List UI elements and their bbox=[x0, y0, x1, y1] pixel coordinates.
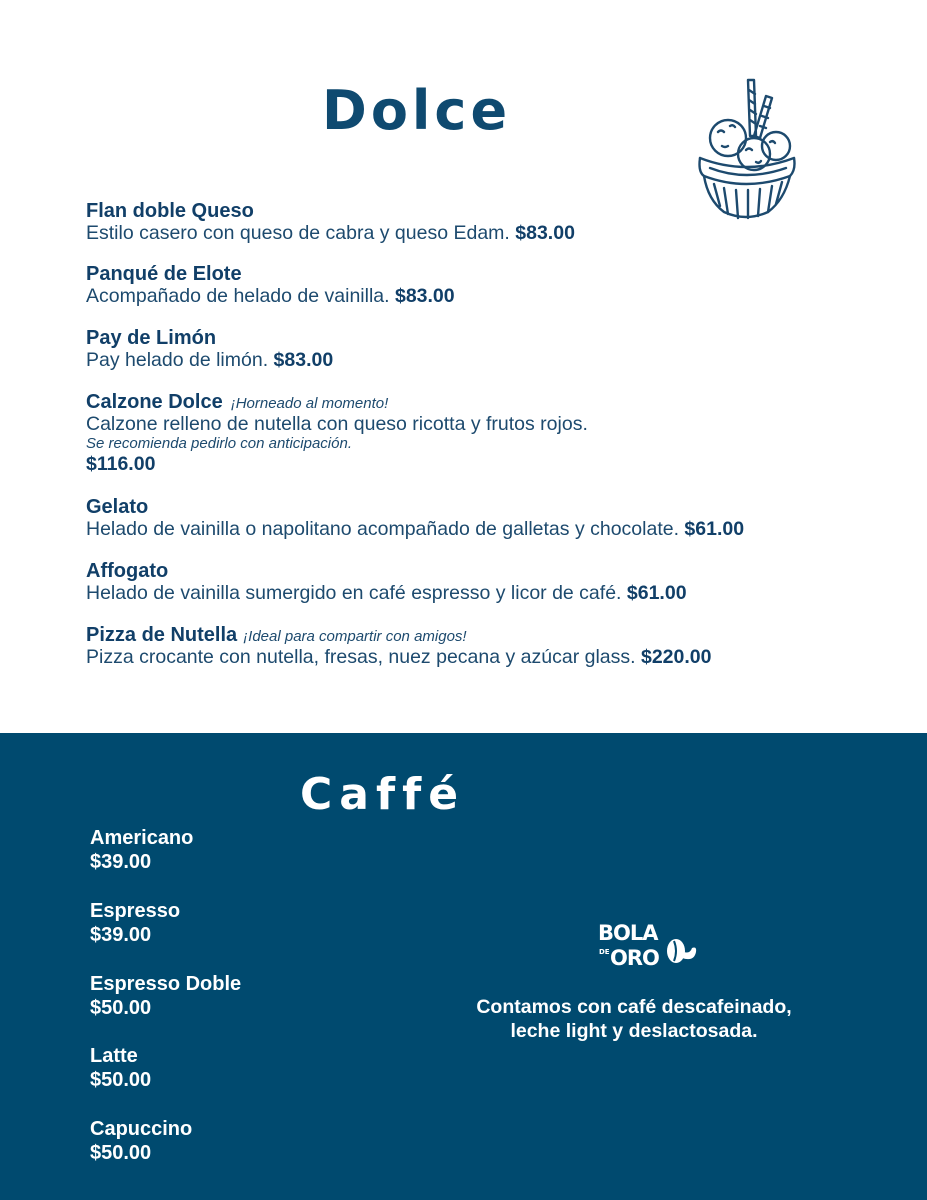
menu-item bbox=[86, 200, 575, 244]
item-description bbox=[86, 582, 687, 604]
caffe-item bbox=[90, 1044, 151, 1092]
item-name: Flan doble Queso bbox=[86, 200, 254, 222]
logo-line2: ORO bbox=[610, 946, 659, 968]
item-price: $61.00 bbox=[684, 518, 745, 540]
item-description-text: Acompañado de helado de vainilla. bbox=[86, 285, 390, 307]
item-price: $83.00 bbox=[515, 222, 575, 244]
caffe-item-price: $50.00 bbox=[90, 1069, 152, 1091]
ice-cream-sundae-illustration bbox=[690, 76, 802, 226]
caffe-item-name: Capuccino bbox=[90, 1118, 193, 1140]
menu-item bbox=[86, 496, 744, 540]
item-name: Pay de Limón bbox=[86, 327, 217, 349]
caffe-item bbox=[90, 899, 180, 947]
item-description bbox=[86, 222, 575, 244]
caffe-note-line2: leche light y deslactosada. bbox=[510, 1020, 758, 1042]
menu-item bbox=[86, 560, 687, 604]
caffe-item-price: $39.00 bbox=[90, 851, 152, 873]
item-name: Pizza de Nutella bbox=[86, 624, 238, 646]
item-name: Calzone Dolce bbox=[86, 391, 223, 413]
caffe-item bbox=[90, 1117, 192, 1165]
item-description-text: Helado de vainilla o napolitano acompañado de galletas y chocolate. bbox=[86, 518, 679, 540]
caffe-item-price: $50.00 bbox=[90, 997, 152, 1019]
item-price: $220.00 bbox=[640, 646, 712, 668]
dolce-title: Dolce bbox=[322, 79, 512, 142]
item-note: ¡Horneado al momento! bbox=[230, 395, 389, 412]
item-name: Affogato bbox=[86, 560, 169, 582]
caffe-item-price: $50.00 bbox=[90, 1142, 152, 1164]
menu-item bbox=[86, 327, 333, 371]
caffe-title: Caffé bbox=[300, 769, 466, 820]
item-name: Gelato bbox=[86, 496, 149, 518]
caffe-item-name: Espresso Doble bbox=[90, 973, 242, 995]
caffe-item-name: Americano bbox=[90, 827, 194, 849]
caffe-note bbox=[440, 995, 828, 1043]
menu-item bbox=[86, 624, 711, 668]
caffe-item-name: Espresso bbox=[90, 900, 181, 922]
menu-item bbox=[86, 391, 588, 475]
item-description: Calzone relleno de nutella con queso ricotta y frutos rojos. bbox=[86, 413, 588, 435]
item-price: $83.00 bbox=[273, 349, 334, 371]
caffe-item-price: $39.00 bbox=[90, 924, 152, 946]
item-description bbox=[86, 518, 744, 540]
item-description-text: Estilo casero con queso de cabra y queso Edam. bbox=[86, 222, 510, 244]
item-description bbox=[86, 285, 455, 307]
item-description bbox=[86, 646, 711, 668]
item-price: $116.00 bbox=[86, 453, 156, 475]
caffe-section bbox=[0, 733, 927, 1200]
caffe-item bbox=[90, 972, 241, 1020]
item-price: $61.00 bbox=[626, 582, 687, 604]
item-name: Panqué de Elote bbox=[86, 263, 242, 285]
item-description-text: Helado de vainilla sumergido en café espresso y licor de café. bbox=[86, 582, 622, 604]
item-description-text: Pay helado de limón. bbox=[86, 349, 269, 371]
caffe-item bbox=[90, 826, 193, 874]
item-note: ¡Ideal para compartir con amigos! bbox=[243, 628, 467, 645]
item-description bbox=[86, 349, 333, 371]
item-price: $83.00 bbox=[394, 285, 455, 307]
logo-de: DE bbox=[599, 948, 610, 956]
item-description-text: Pizza crocante con nutella, fresas, nuez pecana y azúcar glass. bbox=[86, 646, 636, 668]
logo-line1: BOLA bbox=[598, 921, 658, 945]
bola-de-oro-logo bbox=[598, 918, 698, 968]
caffe-item-name: Latte bbox=[90, 1045, 138, 1067]
menu-item bbox=[86, 263, 455, 307]
item-subnote: Se recomienda pedirlo con anticipación. bbox=[86, 435, 352, 452]
caffe-note-line1: Contamos con café descafeinado, bbox=[476, 996, 792, 1018]
